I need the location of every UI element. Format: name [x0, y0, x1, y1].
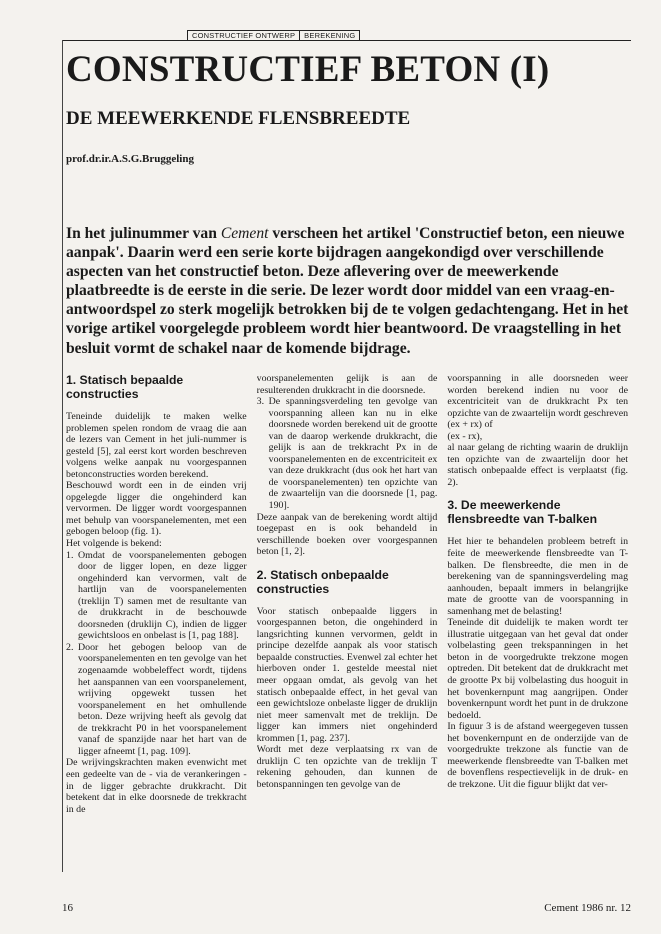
list-item: [66, 642, 247, 757]
tab-constructief-ontwerp: CONSTRUCTIEF ONTWERP: [187, 30, 300, 41]
col3-paragraph-5: In figuur 3 is de afstand weergegeven tussen het bovenkernpunt en de onderzijde van de voorgedrukte trekzone als functie van de meewerkende flensbreedte van T-balken met de bovenflens respectievelijk in de druk- en de trekzone. Uit die figuur blijkt dat ver-: [447, 721, 629, 790]
heading-section-2: 2. Statisch onbepaalde constructies: [256, 567, 389, 596]
spacer: [447, 488, 628, 498]
list-number: 1.: [66, 549, 74, 561]
article-title: CONSTRUCTIEF BETON (I): [66, 49, 550, 90]
col2-paragraph-1: voorspanelementen gelijk is aan de resulterenden drukkracht in die doorsnede.: [256, 373, 438, 396]
lead-text-after: verscheen het artikel 'Constructief beton, een nieuwe aanpak'. Daarin werd een serie korte bijdragen aangekondigd over verschillende aspecten van het constructief beton. Deze aflevering over de meewerkende plaatbreedte is de eerste in die serie. De lezer wordt door middel van een vraag-en-antwoordspel zo sterk mogelijk betrokken bij de te volgen gedachtengang. Het in het vorige artikel voorgelegde probleem wordt hier beantwoord. De vraagstelling in het besluit vormt de schakel naar de komende bijdrage.: [66, 225, 629, 357]
col1-paragraph-1: Teneinde duidelijk te maken welke problemen spelen rondom de vraag die aan de lezers van Cement in het juli-nummer is gesteld [5], zal eerst kort worden beschreven volgens welke aanpak nu voorgespannen betonconstructies worden berekend.: [66, 411, 247, 480]
col2-paragraph-4: Wordt met deze verplaatsing rx van de druklijn C ten opzichte van de treklijn T rekening gehouden, dan kunnen de betonspanningen ten gevolge van de: [256, 744, 438, 790]
column-3: [447, 373, 638, 867]
col3-paragraph-4: Teneinde dit duidelijk te maken wordt ter illustratie uitgegaan van het geval dat onder volbelasting geen trekspanningen in het beton in de voorgedrukte trekzone mogen optreden. Dit betekent dat de drukkracht met de grootte Px bij volbelasting dus hooguit in het bovenkernpunt mag aangrijpen. Onder bovenkernpunt wordt het punt in de drukzone bedoeld.: [447, 617, 629, 721]
col1-paragraph-2: Beschouwd wordt een in de einden vrij opgelegde ligger die ongehinderd kan vervormen. De ligger wordt voorgespannen met behulp van voorspanelementen, met een gebogen beloop (fig. 1).: [66, 480, 247, 538]
list-item: [257, 396, 438, 511]
col3-paragraph-3: Het hier te behandelen probleem betreft in feite de meewerkende flensbreedte van T-balken. De flensbreedte, die men in de berekening van de spanningsverdeling mag aanhouden, bepaalt immers in belangrijke mate de grootte van de voorspanning in samenhang met de belasting!: [447, 536, 629, 617]
list-item-text: Door het gebogen beloop van de voorspanelementen en ten gevolge van het zogenaamde wobbeleffect wordt, tijdens het aanspannen van een voorspanelement, wrijving opgewekt tussen het voorspanelement en het omhullende beton. Deze wrijving heeft als gevolg dat de trekkracht P0 in het voorspanelement vanaf de spanzijde naar het hart van de ligger afneemt [1, pag. 109].: [78, 641, 247, 757]
column-1: [66, 373, 257, 867]
col2-paragraph-3: Voor statisch onbepaalde liggers in voorgespannen beton, die ongehinderd in langsrichting kunnen vervormen, geldt in principe dezelfde aanpak als voor statisch bepaalde constructies. Evenwel zal echter het hierboven onder 1. gestelde meestal niet meer opgaan omdat, als gevolg van het statisch onbepaalde effect, in het geval van een gewichtsloze onbelaste ligger de druklijn niet meer samenvalt met de treklijn. De ligger kan immers niet ongehinderd krommen [1, pag. 237].: [256, 605, 438, 744]
lead-paragraph: [66, 224, 638, 358]
col3-formula-2: (ex - rx),: [447, 430, 483, 442]
list-item: [66, 550, 247, 642]
section-tabs: [187, 30, 360, 41]
tab-berekening: BEREKENING: [300, 30, 360, 41]
body-columns: [66, 373, 638, 867]
list-number: 2.: [66, 641, 74, 653]
col1-paragraph-3: Het volgende is bekend:: [66, 538, 162, 550]
lead-text-before: In het julinummer van: [66, 225, 221, 242]
heading-section-1: 1. Statisch bepaalde constructies: [66, 373, 184, 401]
col2-list: [257, 396, 438, 511]
col3-formula-1: (ex + rx) of: [447, 419, 493, 431]
col1-list: [66, 550, 247, 758]
col2-paragraph-2: Deze aanpak van de berekening wordt altijd toegepast en is ook behandeld in verschillende boeken over voorgespannen beton [1, 2].: [256, 511, 438, 558]
column-2: [257, 373, 448, 867]
heading-section-3: 3. De meewerkende flensbreedte van T-balken: [447, 498, 598, 527]
col3-paragraph-1: voorspanning in alle doorsneden weer worden berekend indien nu voor de excentriciteit van de drukkracht Px ten opzichte van de zwaartelijn wordt geschreven: [447, 373, 629, 419]
spacer: [257, 558, 438, 568]
list-number: 3.: [256, 396, 265, 408]
col1-paragraph-4: De wrijvingskrachten maken evenwicht met een gedeelte van de - via de verankeringen - in de ligger gebrachte drukkracht. Dit betekent dat in elke doorsnede de trekkracht in de: [66, 757, 247, 815]
lead-magazine-name: Cement: [220, 225, 269, 242]
article-subtitle: DE MEEWERKENDE FLENSBREEDTE: [66, 108, 411, 129]
list-item-text: Omdat de voorspanelementen gebogen door de ligger lopen, en deze ligger ongehinderd kan vervormen, valt de hartlijn van de voorspanelementen (treklijn T) samen met de resultante van de drukkracht in de beschouwde doorsneden (druklijn C), indien de ligger gewichtsloos en onbelast is [1, pag 188].: [78, 549, 247, 642]
list-item-text: De spanningsverdeling ten gevolge van voorspanning alleen kan nu in elke doorsnede worden berekend uit de grootte van de daarop werkende drukkracht, die gelijk is aan de trekkracht Px in de voorspanelementen en de excentriciteit ex van deze drukkracht (dus ook het hart van de voorspanelementen) ten opzichte van de zwaartelijn van die doorsnede [1, pag. 190].: [268, 396, 438, 512]
magazine-issue: Cement 1986 nr. 12: [544, 902, 631, 914]
page-number: 16: [62, 902, 73, 914]
col3-paragraph-2: al naar gelang de richting waarin de druklijn ten opzichte van de zwaartelijn door het statisch onbepaalde effect is verplaatst (fig. 2).: [447, 442, 629, 488]
author: prof.dr.ir.A.S.G.Bruggeling: [66, 153, 194, 165]
left-rule: [62, 40, 63, 872]
